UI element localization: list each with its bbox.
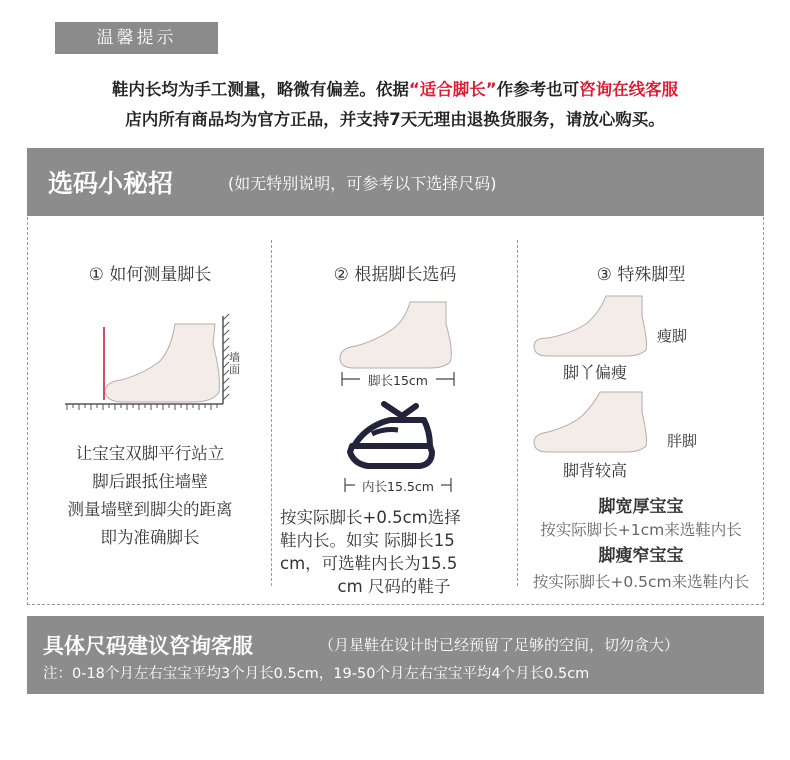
thin-foot-label: 瘦脚 bbox=[657, 327, 688, 345]
notice-line-2: 店内所有商品均为官方正品，并支持7天无理由退换货服务，请放心购买。 bbox=[125, 110, 665, 129]
fat-foot-caption: 脚背较高 bbox=[563, 461, 628, 480]
tip-tag: 温馨提示 bbox=[55, 22, 218, 54]
size-tips-subtitle: (如无特别说明，可参考以下选择尺码) bbox=[228, 174, 497, 193]
notice-line-1 bbox=[0, 76, 790, 100]
notice-highlight-fit: “适合脚长” bbox=[408, 80, 497, 99]
fat-foot-label: 胖脚 bbox=[667, 432, 698, 450]
size-advice-subtitle: （月星鞋在设计时已经预留了足够的空间，切勿贪大） bbox=[319, 636, 680, 654]
size-advice-title: 具体尺码建议咨询客服 bbox=[43, 634, 253, 658]
sandal-illustration bbox=[344, 398, 444, 476]
narrow-foot-title: 脚瘦窄宝宝 bbox=[598, 546, 684, 566]
inner-length-label: 内长15.5cm bbox=[362, 479, 434, 494]
size-advice-banner bbox=[27, 616, 764, 694]
fat-foot-illustration bbox=[530, 390, 660, 452]
notice-text-a: 鞋内长均为手工测量，略微有偏差。依据 bbox=[111, 80, 409, 99]
wide-foot-text: 按实际脚长+1cm来选鞋内长 bbox=[540, 521, 742, 539]
size-tips-title: 选码小秘招 bbox=[48, 169, 174, 198]
measure-step-3: 测量墙壁到脚尖的距离 bbox=[67, 500, 233, 519]
size-tips-banner bbox=[27, 148, 764, 216]
thin-foot-caption: 脚丫偏瘦 bbox=[563, 363, 628, 382]
choose-text-2: 鞋内长。如实 际脚长15 bbox=[280, 531, 455, 550]
choose-title: ② 根据脚长选码 bbox=[333, 265, 457, 285]
size-advice-note: 注：0-18个月左右宝宝平均3个月长0.5cm，19-50个月左右宝宝平均4个月长0.5cm bbox=[43, 666, 590, 682]
notice-text-c: 作参考也可 bbox=[496, 80, 580, 99]
measure-title: ① 如何测量脚长 bbox=[88, 265, 212, 285]
wall-label: 墙面 bbox=[229, 351, 240, 376]
choose-text-3: cm，可选鞋内长为15.5 bbox=[280, 554, 458, 573]
measure-step-2: 脚后跟抵住墙壁 bbox=[92, 472, 208, 491]
choose-text-4: cm 尺码的鞋子 bbox=[337, 577, 451, 596]
special-title: ③ 特殊脚型 bbox=[596, 265, 686, 285]
online-service-link[interactable]: 咨询在线客服 bbox=[579, 80, 679, 99]
measure-step-4: 即为准确脚长 bbox=[100, 528, 200, 547]
column-divider bbox=[517, 240, 518, 586]
foot-measure-illustration bbox=[63, 312, 233, 412]
thin-foot-illustration bbox=[530, 294, 660, 356]
narrow-foot-text: 按实际脚长+0.5cm来选鞋内长 bbox=[532, 573, 750, 591]
column-divider bbox=[271, 240, 272, 586]
measure-step-1: 让宝宝双脚平行站立 bbox=[75, 444, 225, 463]
wide-foot-title: 脚宽厚宝宝 bbox=[598, 497, 684, 517]
foot-side-illustration bbox=[334, 298, 464, 368]
choose-text-1: 按实际脚长+0.5cm选择 bbox=[280, 508, 461, 527]
foot-length-label: 脚长15cm bbox=[368, 373, 428, 388]
